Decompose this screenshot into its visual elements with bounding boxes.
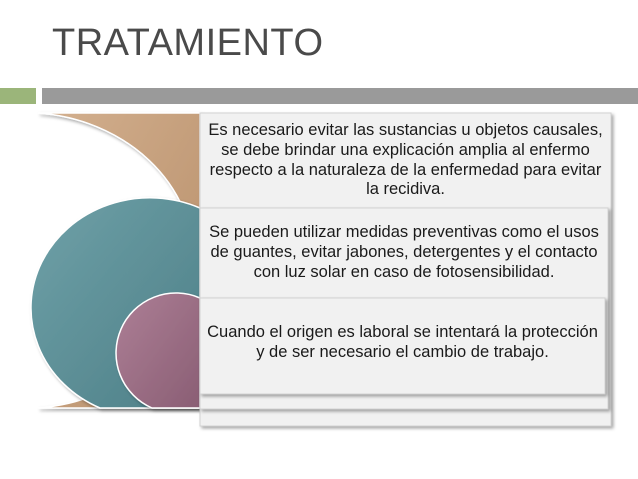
item-1-text: Es necesario evitar las sustancias u objetos causales, se debe brindar una explicación amplia al enfermo respecto a la naturaleza de la enfermedad para evitar la recidiva. (208, 120, 603, 199)
item-3-text: Cuando el origen es laboral se intentará la protección y de ser necesario el cambio de trabajo. (207, 323, 598, 361)
slide-title: TRATAMIENTO (52, 22, 324, 64)
item-2-text: Se pueden utilizar medidas preventivas como el usos de guantes, evitar jabones, detergentes y el contacto con luz solar en caso de fotosensibilidad. (209, 223, 599, 281)
